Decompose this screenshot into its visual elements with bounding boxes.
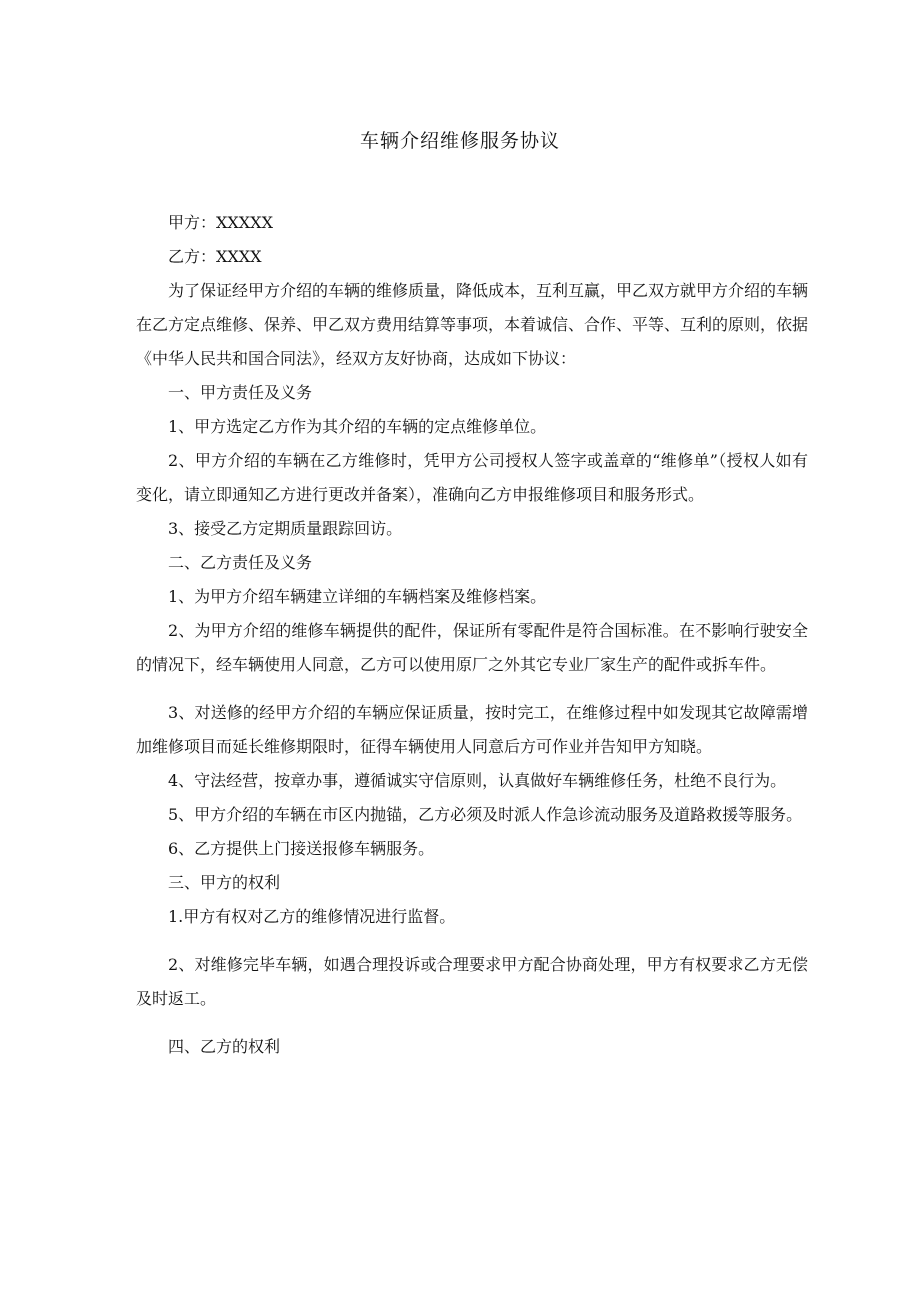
intro-paragraph: 为了保证经甲方介绍的车辆的维修质量，降低成本，互利互赢，甲乙双方就甲方介绍的车辆在乙方定点维修、保养、甲乙双方费用结算等事项，本着诚信、合作、平等、互利的原则，依据《中华人民共和国合同法》，经双方友好协商，达成如下协议： [136, 281, 809, 368]
clause: 4、守法经营，按章办事，遵循诚实守信原则，认真做好车辆维修任务，杜绝不良行为。 [168, 771, 787, 790]
section-heading: 四、乙方的权利 [168, 1037, 281, 1056]
clause: 1、甲方选定乙方作为其介绍的车辆的定点维修单位。 [168, 417, 547, 436]
clause: 6、乙方提供上门接送报修车辆服务。 [168, 839, 435, 858]
party-a: 甲方：XXXXX [168, 213, 273, 232]
clause: 5、甲方介绍的车辆在市区内抛锚，乙方必须及时派人作急诊流动服务及道路救援等服务。 [168, 805, 803, 824]
clause: 2、对维修完毕车辆，如遇合理投诉或合理要求甲方配合协商处理，甲方有权要求乙方无偿及时返工。 [136, 955, 808, 1008]
clause: 3、接受乙方定期质量跟踪回访。 [168, 519, 403, 538]
section-heading: 二、乙方责任及义务 [168, 553, 313, 572]
section-heading: 一、甲方责任及义务 [168, 383, 313, 402]
clause: 3、对送修的经甲方介绍的车辆应保证质量，按时完工，在维修过程中如发现其它故障需增加维修项目而延长维修期限时，征得车辆使用人同意后方可作业并告知甲方知晓。 [136, 703, 808, 756]
clause: 1、为甲方介绍车辆建立详细的车辆档案及维修档案。 [168, 587, 547, 606]
document-title: 车辆介绍维修服务协议 [359, 130, 560, 152]
party-b: 乙方：XXXX [168, 247, 262, 266]
clause: 2、为甲方介绍的维修车辆提供的配件，保证所有零配件是符合国标准。在不影响行驶安全的情况下，经车辆使用人同意，乙方可以使用原厂之外其它专业厂家生产的配件或拆车件。 [136, 621, 808, 674]
clause: 1.甲方有权对乙方的维修情况进行监督。 [168, 907, 456, 926]
section-heading: 三、甲方的权利 [168, 873, 281, 892]
clause: 2、甲方介绍的车辆在乙方维修时，凭甲方公司授权人签字或盖章的“维修单”（授权人如有变化，请立即通知乙方进行更改并备案），准确向乙方申报维修项目和服务形式。 [136, 451, 808, 504]
document-body [136, 206, 808, 1064]
